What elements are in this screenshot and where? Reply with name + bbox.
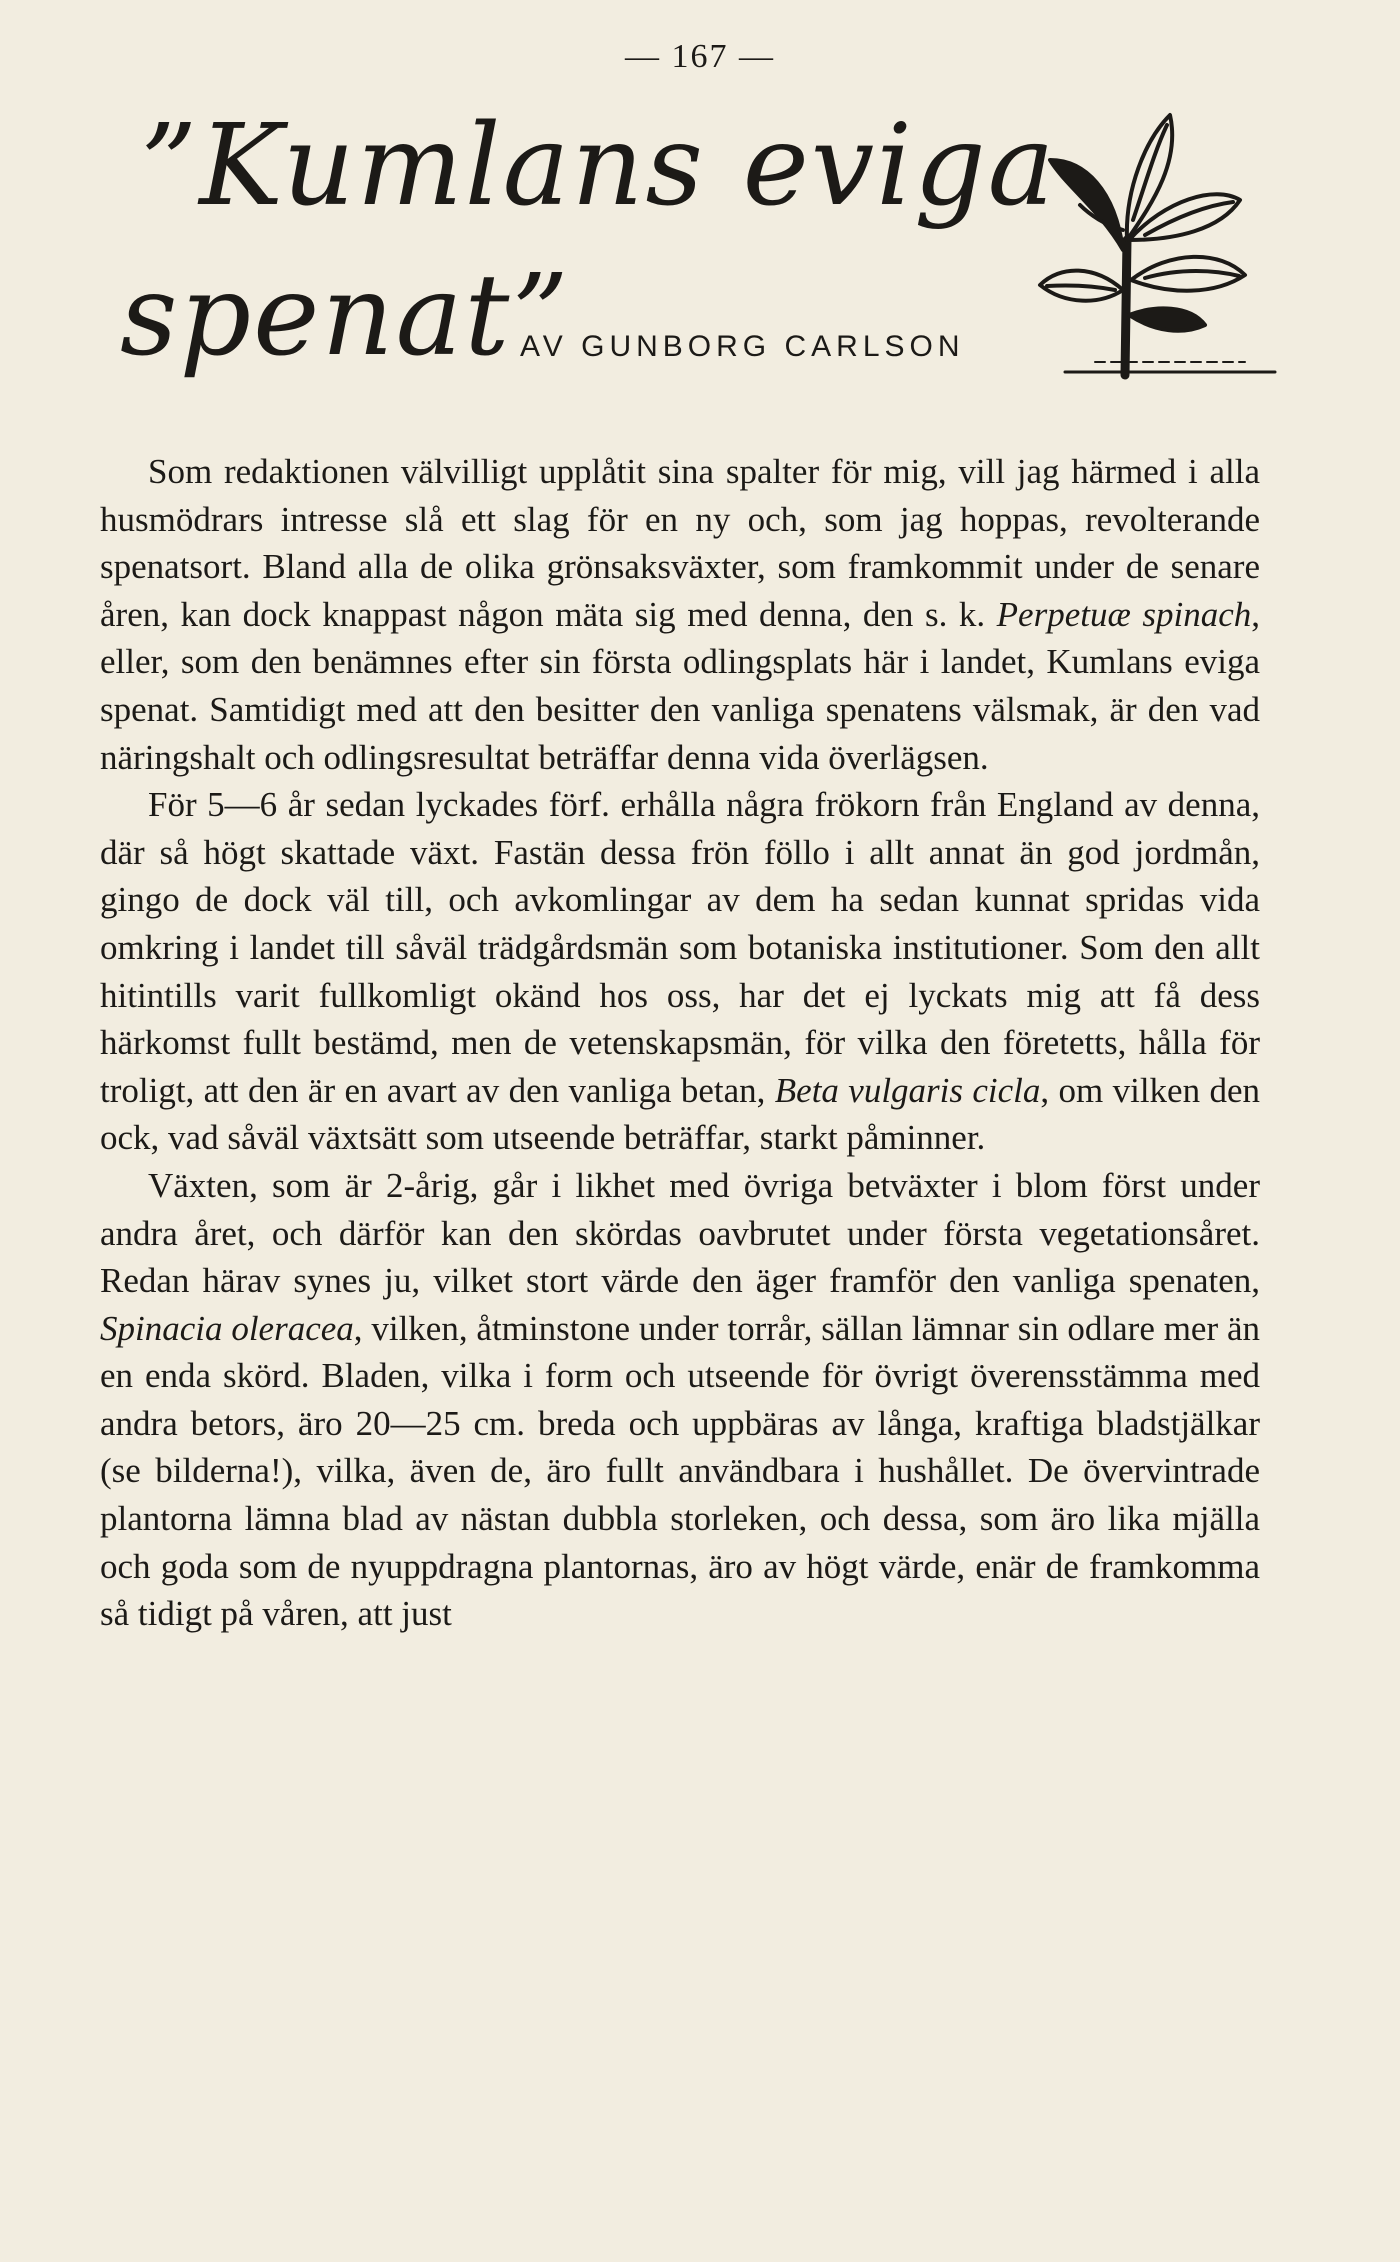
- spinach-plant-icon: [1005, 90, 1285, 380]
- author-byline: AV GUNBORG CARLSON: [520, 330, 965, 363]
- body-paragraph: [100, 781, 1260, 1162]
- article-title-line1: ”Kumlans eviga: [140, 101, 1057, 231]
- paragraph-text: För 5—6 år sedan lyckades förf. erhålla några frökorn från England av denna, där så högt skattade växt. Fastän dessa frön föllo i allt annat än god jordmån, gingo de dock väl till, och avkomlingar av dem ha sedan kunnat spridas vida omkring i landet till såväl trädgårdsmän som botaniska institutioner. Som den allt hitintills varit fullkomligt okänd hos oss, har det ej lyckats mig att få dess härkomst fullt bestämd, men de vetenskapsmän, för vilka den företetts, hålla för troligt, att den är en avart av den vanliga betan,: [100, 785, 1260, 1110]
- paragraph-text: , om vilken den ock, vad såväl växtsätt som utseende beträffar, starkt påminner.: [100, 1070, 1260, 1158]
- paragraph-text: Som redaktionen välvilligt upplåtit sina spalter för mig, vill jag härmed i alla husmödrars intresse slå ett slag för en ny och, som jag hoppas, revolterande spenatsort. Bland alla de olika grönsaksväxter, som framkommit under de senare åren, kan dock knappast någon mäta sig med denna, den s. k.: [100, 452, 1260, 634]
- page-number: — 167 —: [625, 38, 775, 75]
- article-header: [100, 101, 1280, 390]
- body-paragraph: [100, 448, 1260, 781]
- article-title-line2: spenat”: [120, 251, 571, 381]
- paragraph-text: , vilken, åtminstone under torrår, sällan lämnar sin odlare mer än en enda skörd. Bladen, vilka i form och utseende för övrigt överensstämma med andra betors, äro 20—25 cm. breda och uppbäras av långa, kraftiga bladstjälkar (se bilderna!), vilka, även de, äro fullt användbara i hushållet. De övervintrade plantorna lämna blad av nästan dubbla storleken, och dessa, som äro lika mjälla och goda som de nyuppdragna plantornas, äro av högt värde, enär de framkomma så tidigt på våren, att just: [100, 1308, 1260, 1634]
- paragraph-text: Växten, som är 2-årig, går i likhet med övriga betväxter i blom först under andra året, och därför kan den skördas oavbrutet under första vegetationsåret. Redan härav synes ju, vilket stort värde den äger framför den vanliga spenaten,: [100, 1165, 1260, 1301]
- article-body: [100, 448, 1260, 1638]
- paragraph-text: , eller, som den benämnes efter sin första odlingsplats här i landet, Kumlans eviga spenat. Samtidigt med att den besitter den vanliga spenatens välsmak, är den vad näringshalt och odlingsresultat beträffar denna vida överlägsen.: [100, 594, 1260, 777]
- body-paragraph: [100, 1162, 1260, 1638]
- latin-term: Beta vulgaris cicla: [774, 1070, 1041, 1110]
- latin-term: Spinacia oleracea: [100, 1308, 354, 1348]
- latin-term: Perpetuæ spinach: [996, 594, 1252, 634]
